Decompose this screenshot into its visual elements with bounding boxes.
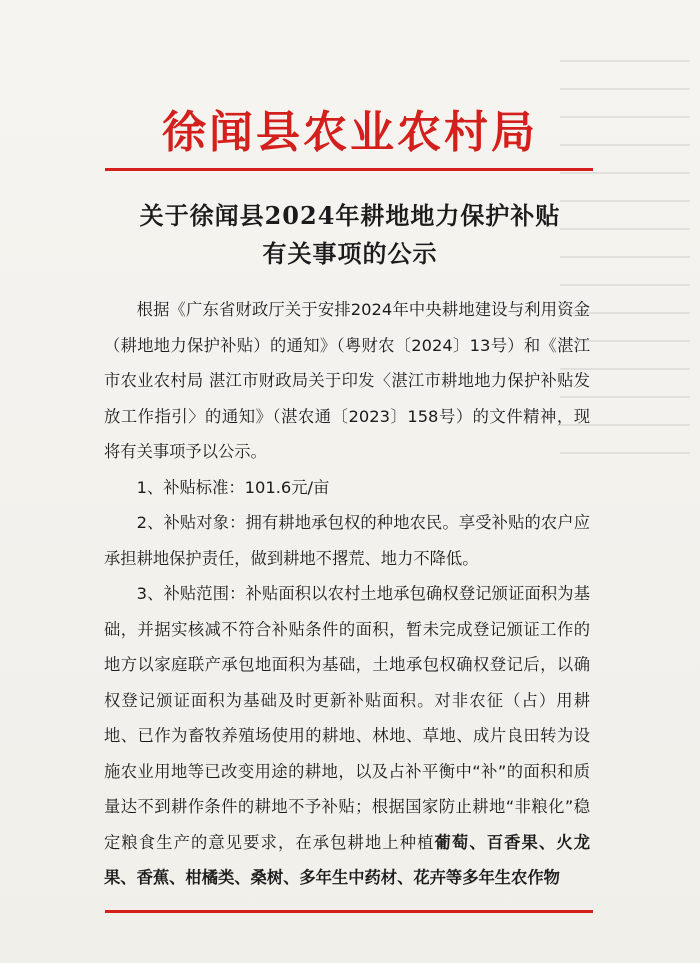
issuing-authority-header: 徐闻县农业农村局 [162, 107, 538, 158]
red-footer-rule [105, 910, 593, 913]
red-header-rule [105, 168, 593, 171]
item-subsidy-target: 2、补贴对象：拥有耕地承包权的种地农民。享受补贴的农户应承担耕地保护责任，做到耕地不撂荒、地力不降低。 [104, 513, 590, 568]
document-title-line-2: 有关事项的公示 [262, 239, 438, 268]
intro-paragraph: 根据《广东省财政厅关于安排2024年中央耕地建设与利用资金（耕地地力保护补贴）的通知》（粤财农〔2024〕13号）和《湛江市农业农村局 湛江市财政局关于印发〈湛江市耕地地力保护补贴发放工作指引〉的通知》（湛农通〔2023〕158号）的文件精神，现将有关事项予以公示。 [104, 300, 590, 461]
document-body [104, 292, 590, 896]
item-subsidy-scope [104, 576, 590, 896]
document-title-line-1: 关于徐闻县2024年耕地地力保护补贴 [139, 201, 561, 230]
item-subsidy-scope-crops: 葡萄、百香果、火龙果、香蕉、柑橘类、桑树、多年生中药材、花卉等多年生农作物 [104, 832, 590, 887]
item-subsidy-scope-text: 3、补贴范围：补贴面积以农村土地承包确权登记颁证面积为基础，并据实核减不符合补贴条件的面积，暂未完成登记颁证工作的地方以家庭联产承包地面积为基础，土地承包权确权登记后，以确权登记颁证面积为基础及时更新补贴面积。对非农征（占）用耕地、已作为畜牧养殖场使用的耕地、林地、草地、成片良田转为设施农业用地等已改变用途的耕地，以及占补平衡中“补”的面积和质量达不到耕作条件的耕地不予补贴；根据国家防止耕地“非粮化”稳定粮食生产的意见要求，在承包耕地上种植 [104, 584, 590, 852]
item-subsidy-standard: 1、补贴标准：101.6元/亩 [136, 477, 330, 497]
